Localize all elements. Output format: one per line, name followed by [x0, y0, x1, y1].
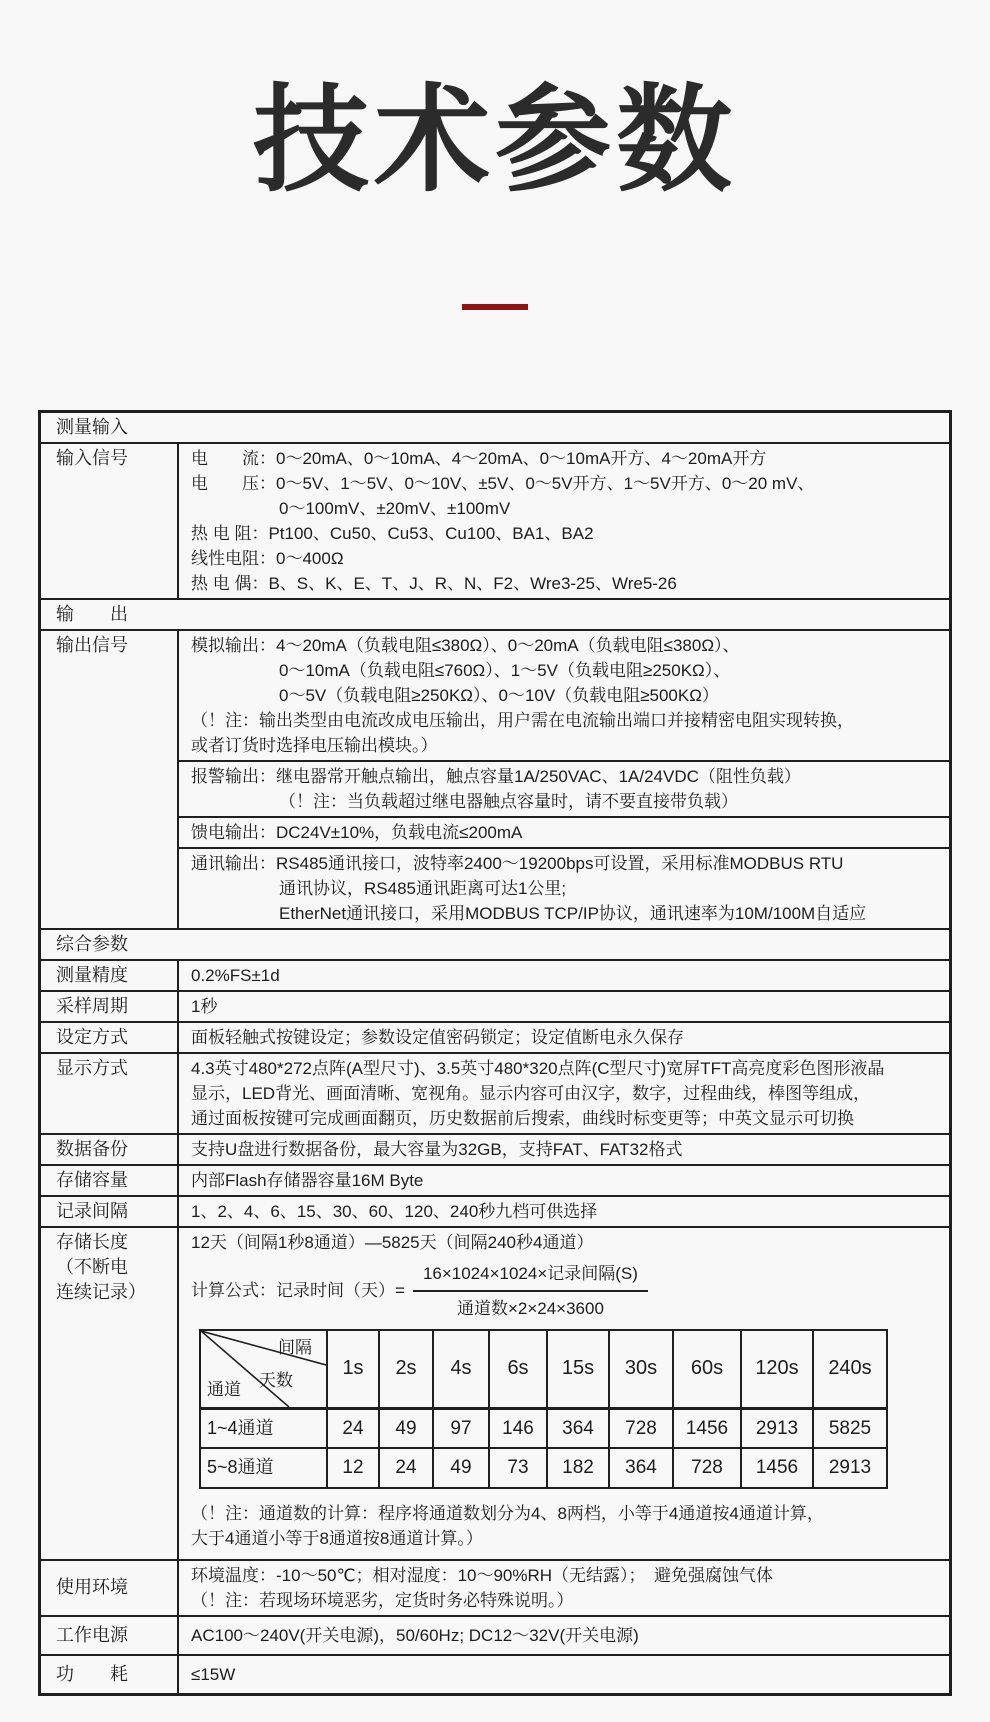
grid-value-cell: 364	[546, 1407, 608, 1447]
row-value: AC100～240V(开关电源)，50/60Hz; DC12～32V(开关电源)	[191, 1625, 639, 1645]
row-value: 1、2、4、6、15、30、60、120、240秒九档可供选择	[191, 1201, 598, 1221]
row-value-storage-length	[179, 1228, 949, 1559]
spec-value-cont: EtherNet通讯接口，采用MODBUS TCP/IP协议，通讯速率为10M/100M自适应	[279, 903, 867, 923]
row-value: ≤15W	[191, 1664, 236, 1684]
alarm-output-note: （！注：当负载超过继电器触点容量时，请不要直接带负载）	[279, 791, 738, 811]
section-row-measure-input	[41, 413, 949, 442]
row-value: 支持U盘进行数据备份，最大容量为32GB，支持FAT、FAT32格式	[191, 1139, 683, 1159]
formula-numerator: 16×1024×1024×记录间隔(S)	[413, 1261, 648, 1292]
grid-value-cell: 182	[546, 1447, 608, 1487]
row-value	[179, 1561, 949, 1615]
analog-output-note: 或者订货时选择电压输出模块。）	[191, 735, 438, 755]
channel-count-note: 大于4通道小等于8通道按8通道计算。）	[191, 1528, 483, 1548]
spec-value: 4～20mA（负载电阻≤380Ω）、0～20mA（负载电阻≤380Ω）、	[276, 635, 740, 655]
spec-value: 0～20mA、0～10mA、4～20mA、0～10mA开方、4～20mA开方	[276, 448, 767, 468]
row-input-signal	[41, 442, 949, 598]
spec-value-cont: 0～5V（负载电阻≥250KΩ）、0～10V（负载电阻≥500KΩ）	[279, 685, 719, 705]
row-label: 使用环境	[41, 1561, 179, 1615]
grid-interval-header: 60s	[672, 1331, 740, 1407]
grid-value-cell: 24	[326, 1407, 378, 1447]
display-line: 4.3英寸480*272点阵(A型尺寸)、3.5英寸480*320点阵(C型尺寸)宽屏TFT高亮度彩色图形液晶	[191, 1058, 885, 1078]
grid-value-cell: 24	[378, 1447, 432, 1487]
spec-value: 0～400Ω	[276, 548, 344, 568]
spec-value: B、S、K、E、T、J、R、N、F2、Wre3-25、Wre5-26	[268, 573, 677, 593]
grid-value-cell: 1456	[672, 1407, 740, 1447]
grid-interval-header: 2s	[378, 1331, 432, 1407]
grid-interval-header: 6s	[488, 1331, 546, 1407]
row-power-supply	[41, 1615, 949, 1654]
grid-interval-header: 120s	[740, 1331, 812, 1407]
spec-line-voltage-cont: 0～100mV、±20mV、±100mV	[279, 498, 511, 518]
grid-value-cell: 49	[378, 1407, 432, 1447]
section-label-measure-input: 测量输入	[56, 416, 128, 437]
grid-value-cell: 146	[488, 1407, 546, 1447]
display-line: 显示，LED背光、画面清晰、宽视角。显示内容可由汉字，数字，过程曲线，棒图等组成，	[191, 1083, 871, 1103]
block-alarm-output	[179, 760, 949, 816]
row-value-output-signal	[179, 631, 949, 928]
spec-value: RS485通讯接口，波特率2400～19200bps可设置，采用标准MODBUS RTU	[276, 853, 844, 873]
row-label: 记录间隔	[41, 1197, 179, 1226]
row-label: 工作电源	[41, 1617, 179, 1654]
grid-value-cell: 2913	[740, 1407, 812, 1447]
spec-key: 电 流：	[191, 448, 276, 468]
row-label: 测量精度	[41, 961, 179, 990]
row-label: 显示方式	[41, 1054, 179, 1133]
spec-value-cont: 通讯协议，RS485通讯距离可达1公里;	[279, 878, 567, 898]
row-display-method	[41, 1052, 949, 1133]
row-storage-length	[41, 1226, 949, 1559]
grid-value-cell: 728	[672, 1447, 740, 1487]
grid-interval-header: 1s	[326, 1331, 378, 1407]
storage-label-line: 存储长度	[56, 1231, 128, 1252]
grid-interval-header: 15s	[546, 1331, 608, 1407]
grid-value-cell: 12	[326, 1447, 378, 1487]
grid-corner-cell	[201, 1331, 326, 1407]
row-label: 数据备份	[41, 1135, 179, 1164]
grid-value-cell: 364	[608, 1447, 672, 1487]
corner-label-channel: 通道	[207, 1379, 241, 1399]
row-storage-capacity	[41, 1164, 949, 1195]
page-title: 技术参数	[253, 75, 737, 205]
grid-value-cell: 2913	[812, 1447, 886, 1487]
row-sampling-period	[41, 990, 949, 1021]
spec-key: 热 电 偶：	[191, 573, 269, 593]
channel-count-note: （！注：通道数的计算：程序将通道数划分为4、8两档，小等于4通道按4通道计算，	[191, 1503, 824, 1523]
spec-value: 继电器常开触点输出，触点容量1A/250VAC、1A/24VDC（阻性负载）	[276, 766, 801, 786]
grid-value-cell: 97	[432, 1407, 488, 1447]
spec-key: 通讯输出：	[191, 853, 276, 873]
storage-range: 12天（间隔1秒8通道）—5825天（间隔240秒4通道）	[191, 1232, 594, 1252]
spec-line-thermocouple	[191, 571, 937, 596]
spec-key: 热 电 阻：	[191, 523, 269, 543]
formula-denominator: 通道数×2×24×3600	[456, 1298, 604, 1318]
grid-value-cell: 1456	[740, 1447, 812, 1487]
storage-label-line: （不断电	[56, 1256, 128, 1277]
grid-value-cell: 49	[432, 1447, 488, 1487]
row-label: 采样周期	[41, 992, 179, 1021]
spec-line-voltage	[191, 471, 937, 496]
row-label-storage-length	[41, 1228, 179, 1559]
grid-row-label: 5~8通道	[201, 1447, 326, 1487]
spec-key: 模拟输出：	[191, 635, 276, 655]
grid-interval-header: 4s	[432, 1331, 488, 1407]
spec-line-rtd	[191, 521, 937, 546]
row-value: 1秒	[191, 996, 218, 1016]
environment-line: 环境温度：-10～50℃；相对湿度：10～90%RH（无结露）； 避免强腐蚀气体	[191, 1565, 774, 1585]
row-label: 功 耗	[41, 1656, 179, 1693]
spec-line-current	[191, 446, 937, 471]
grid-interval-header: 240s	[812, 1331, 886, 1407]
row-power-consumption	[41, 1654, 949, 1693]
row-output-signal	[41, 629, 949, 928]
section-row-output	[41, 598, 949, 629]
corner-label-days: 天数	[259, 1370, 293, 1390]
grid-value-cell: 5825	[812, 1407, 886, 1447]
spec-key: 电 压：	[191, 473, 276, 493]
environment-note: （！注：若现场环境恶劣，定货时务必特殊说明。）	[191, 1590, 574, 1610]
section-row-general	[41, 928, 949, 959]
grid-value-cell: 728	[608, 1407, 672, 1447]
formula-prefix: 计算公式：记录时间（天）=	[191, 1281, 405, 1301]
spec-table	[38, 410, 952, 1696]
block-feed-output	[179, 816, 949, 847]
section-label-general: 综合参数	[56, 933, 128, 954]
spec-key: 报警输出：	[191, 766, 276, 786]
grid-value-cell: 73	[488, 1447, 546, 1487]
spec-key: 馈电输出：	[191, 822, 276, 842]
title-accent-bar	[462, 304, 528, 310]
spec-line-linear-resistance	[191, 546, 937, 571]
row-record-interval	[41, 1195, 949, 1226]
row-label-input-signal: 输入信号	[41, 444, 179, 598]
storage-label-line: 连续记录）	[56, 1281, 146, 1302]
spec-value: DC24V±10%，负载电流≤200mA	[276, 822, 523, 842]
row-label: 存储容量	[41, 1166, 179, 1195]
spec-value: 0～5V、1～5V、0～10V、±5V、0～5V开方、1～5V开方、0～20 mV、	[276, 473, 815, 493]
row-label-output-signal: 输出信号	[41, 631, 179, 928]
spec-value-cont: 0～10mA（负载电阻≤760Ω）、1～5V（负载电阻≥250KΩ）、	[279, 660, 731, 680]
grid-interval-header: 30s	[608, 1331, 672, 1407]
row-data-backup	[41, 1133, 949, 1164]
row-environment	[41, 1559, 949, 1615]
block-analog-output	[179, 631, 949, 760]
corner-label-interval: 间隔	[278, 1337, 312, 1357]
row-value	[179, 1054, 949, 1133]
row-value-input-signal	[179, 444, 949, 598]
spec-value: Pt100、Cu50、Cu53、Cu100、BA1、BA2	[268, 523, 594, 543]
grid-row-label: 1~4通道	[201, 1407, 326, 1447]
row-setting-method	[41, 1021, 949, 1052]
storage-formula	[191, 1261, 937, 1321]
formula-fraction	[413, 1261, 648, 1321]
block-comm-output	[179, 847, 949, 928]
analog-output-note: （！注：输出类型由电流改成电压输出，用户需在电流输出端口并接精密电阻实现转换，	[191, 710, 854, 730]
row-label: 设定方式	[41, 1023, 179, 1052]
spec-key: 线性电阻：	[191, 548, 276, 568]
row-accuracy	[41, 959, 949, 990]
row-value: 面板轻触式按键设定；参数设定值密码锁定；设定值断电永久保存	[191, 1027, 684, 1047]
row-value: 内部Flash存储器容量16M Byte	[191, 1170, 424, 1190]
display-line: 通过面板按键可完成画面翻页，历史数据前后搜索，曲线时标变更等；中英文显示可切换	[191, 1108, 854, 1128]
row-value: 0.2%FS±1d	[191, 965, 280, 985]
section-label-output: 输 出	[56, 603, 128, 624]
storage-days-table	[199, 1329, 888, 1489]
